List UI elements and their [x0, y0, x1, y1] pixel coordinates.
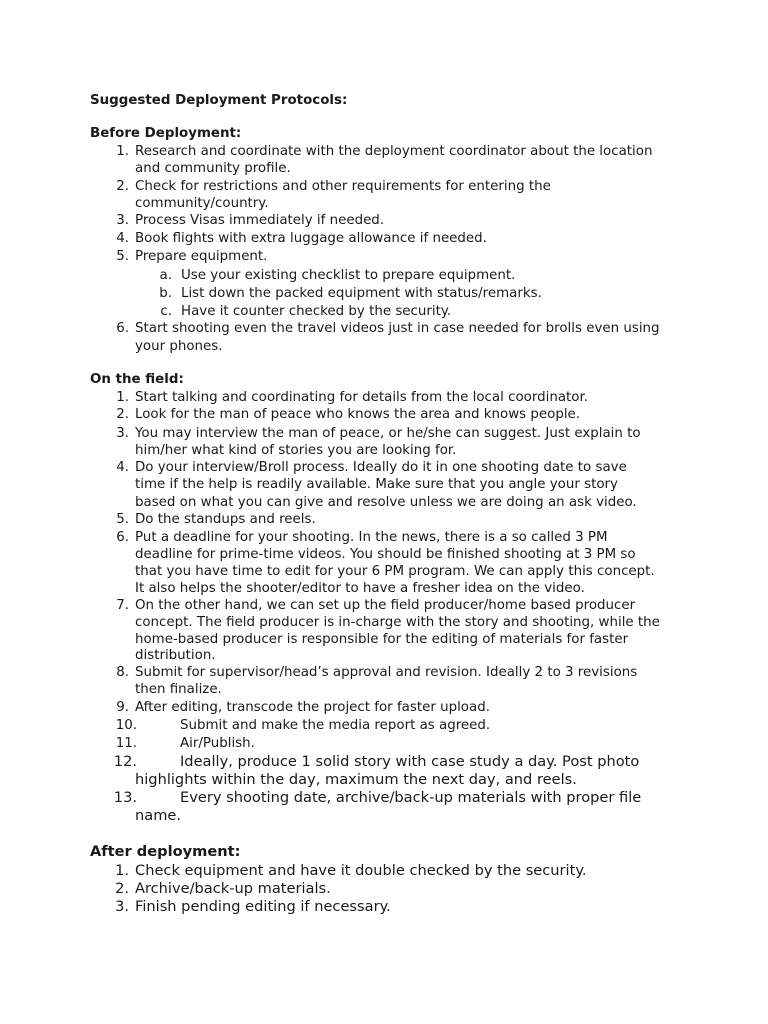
list-item-text: time if the help is readily available. Make sure that you angle your story [135, 477, 618, 492]
list-item-number: 7. [116, 598, 129, 613]
list-item-number: 10. [115, 718, 137, 733]
list-item-text: Do the standups and reels. [135, 512, 316, 527]
list-item-text: deadline for prime-time videos. You should be finished shooting at 3 PM so [135, 547, 636, 562]
list-item-text: After editing, transcode the project for faster upload. [135, 700, 490, 715]
list-item-number: 1. [116, 390, 129, 405]
list-item-text: home-based producer is responsible for the editing of materials for faster [135, 632, 629, 647]
list-item-number: 5. [116, 249, 129, 264]
list-item-number: 12. [113, 753, 137, 770]
list-item-number: 3. [116, 213, 129, 228]
list-item-number: 8. [116, 665, 129, 680]
section-heading-before: Before Deployment: [90, 126, 242, 141]
list-item-number: 3. [116, 426, 129, 441]
section-heading-field: On the field: [90, 372, 184, 387]
sublist-item-text: List down the packed equipment with status/remarks. [181, 286, 542, 301]
list-item-number: 4. [116, 231, 129, 246]
sublist-item-letter: a. [159, 268, 172, 283]
list-item-number: 9. [116, 700, 129, 715]
sublist-item-letter: c. [160, 304, 172, 319]
list-item-text: him/her what kind of stories you are looking for. [135, 443, 457, 458]
list-item-number: 6. [116, 321, 129, 336]
list-item-number: 4. [116, 460, 129, 475]
sublist-item-text: Have it counter checked by the security. [181, 304, 452, 319]
list-item-text: Archive/back-up materials. [135, 880, 331, 897]
list-item-text: Start shooting even the travel videos just in case needed for brolls even using [135, 321, 660, 336]
list-item-text: Submit and make the media report as agreed. [180, 718, 491, 733]
list-item-number: 6. [116, 530, 129, 545]
list-item-number: 2. [116, 407, 129, 422]
list-item-text: your phones. [135, 339, 223, 354]
document-title: Suggested Deployment Protocols: [90, 93, 348, 108]
list-item-text: concept. The field producer is in-charge with the story and shooting, while the [135, 615, 660, 630]
list-item-text: Do your interview/Broll process. Ideally do it in one shooting date to save [135, 460, 627, 475]
list-item-number: 11. [115, 736, 137, 751]
list-item-text: that you have time to edit for your 6 PM program. We can apply this concept. [135, 564, 655, 579]
list-item-number: 1. [116, 144, 129, 159]
list-item-text: Process Visas immediately if needed. [135, 213, 385, 228]
section-heading-after: After deployment: [90, 843, 241, 860]
list-item-text: based on what you can give and resolve unless we are doing an ask video. [135, 495, 637, 510]
list-item-text: community/country. [135, 196, 269, 211]
sublist-item-letter: b. [159, 286, 172, 301]
list-item-text: Finish pending editing if necessary. [135, 898, 391, 915]
list-item-text: It also helps the shooter/editor to have a fresher idea on the video. [135, 581, 585, 596]
list-item-text: Every shooting date, archive/back-up materials with proper file [180, 789, 642, 806]
list-item-number: 5. [116, 512, 129, 527]
sublist-item-text: Use your existing checklist to prepare equipment. [181, 268, 516, 283]
list-item-text: and community profile. [135, 161, 291, 176]
list-item-text: Check for restrictions and other requirements for entering the [135, 179, 551, 194]
list-item-text: Check equipment and have it double checked by the security. [135, 862, 587, 879]
list-item-text: Research and coordinate with the deployment coordinator about the location [135, 144, 653, 159]
list-item-text: name. [135, 807, 182, 824]
list-item-number: 1. [115, 862, 129, 879]
list-item-text: then finalize. [135, 682, 222, 697]
list-item-text: Air/Publish. [180, 736, 255, 751]
list-item-text: Ideally, produce 1 solid story with case study a day. Post photo [180, 753, 640, 770]
list-item-number: 2. [116, 179, 129, 194]
list-item-text: Prepare equipment. [135, 249, 268, 264]
list-item-text: Submit for supervisor/head’s approval and revision. Ideally 2 to 3 revisions [135, 665, 638, 680]
list-item-number: 3. [115, 898, 129, 915]
list-item-number: 2. [115, 880, 129, 897]
list-item-text: Put a deadline for your shooting. In the news, there is a so called 3 PM [135, 530, 608, 545]
list-item-text: highlights within the day, maximum the next day, and reels. [135, 771, 577, 788]
list-item-text: Start talking and coordinating for details from the local coordinator. [135, 390, 589, 405]
list-item-text: Book flights with extra luggage allowance if needed. [135, 231, 487, 246]
list-item-text: Look for the man of peace who knows the area and knows people. [135, 407, 581, 422]
list-item-number: 13. [113, 789, 137, 806]
list-item-text: You may interview the man of peace, or he/she can suggest. Just explain to [135, 426, 641, 441]
list-item-text: On the other hand, we can set up the field producer/home based producer [135, 598, 636, 613]
list-item-text: distribution. [135, 648, 216, 663]
